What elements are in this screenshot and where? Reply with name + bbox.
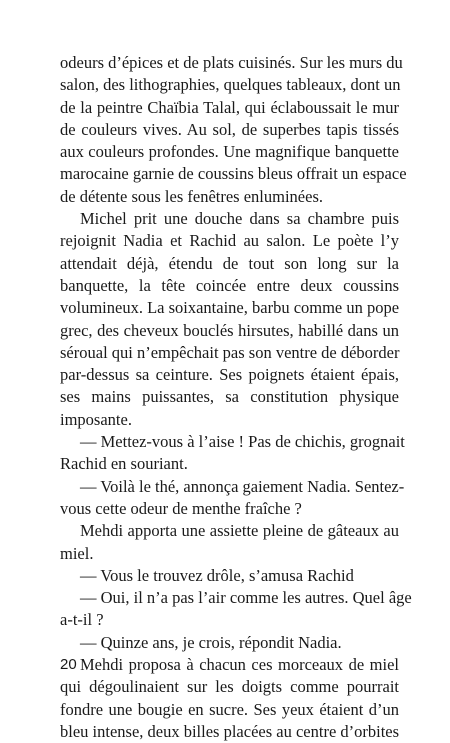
text-line: par-dessus sa ceinture. Ses poignets étaient épais,	[60, 365, 399, 385]
text-line: Rachid en souriant.	[60, 454, 188, 474]
text-line: a-t-il ?	[60, 610, 104, 630]
text-line: — Voilà le thé, annonça gaiement Nadia. Sentez-	[80, 476, 405, 496]
text-line: aux couleurs profondes. Une magnifique banquette	[60, 142, 399, 162]
text-line: fondre une bougie en sucre. Ses yeux étaient d’un	[60, 699, 399, 719]
body-text	[60, 52, 412, 743]
text-line: de la peintre Chaïbia Talal, qui éclaboussait le mur	[60, 97, 399, 117]
text-line: rejoignit Nadia et Rachid au salon. Le poète l’y	[60, 231, 399, 251]
text-line: de détente sous les fenêtres enluminées.	[60, 186, 323, 206]
text-line: séroual qui n’empêchait pas son ventre de déborder	[60, 342, 400, 362]
text-line: — Mettez-vous à l’aise ! Pas de chichis, grognait	[80, 432, 405, 452]
text-line: volumineux. La soixantaine, barbu comme un pope	[60, 298, 400, 318]
text-line: grec, des cheveux bouclés hirsutes, habillé dans un	[60, 320, 399, 340]
text-line: Mehdi apporta une assiette pleine de gâteaux au	[80, 521, 399, 541]
text-line: vous cette odeur de menthe fraîche ?	[60, 498, 302, 518]
text-line: marocaine garnie de coussins bleus offrait un espace	[60, 164, 407, 184]
text-line: de couleurs vives. Au sol, de superbes tapis tissés	[60, 119, 399, 139]
text-line: ses mains puissantes, sa constitution physique	[60, 387, 399, 407]
text-line: Mehdi proposa à chacun ces morceaux de miel	[80, 655, 399, 675]
text-line: miel.	[60, 543, 94, 563]
text-line: banquette, la tête coincée entre deux coussins	[60, 275, 399, 295]
text-line: Michel prit une douche dans sa chambre puis	[80, 209, 399, 229]
text-line: bleu intense, deux billes placées au centre d’orbites	[60, 721, 400, 741]
text-line: salon, des lithographies, quelques tableaux, dont un	[60, 75, 401, 95]
page-number: 20	[60, 656, 77, 673]
text-line: — Vous le trouvez drôle, s’amusa Rachid	[80, 565, 354, 585]
text-line: qui dégoulinaient sur les doigts comme pourrait	[60, 677, 399, 697]
text-line: — Oui, il n’a pas l’air comme les autres. Quel âge	[80, 588, 412, 608]
text-line: imposante.	[60, 409, 132, 429]
text-line: attendait déjà, étendu de tout son long sur la	[60, 253, 399, 273]
text-line: — Quinze ans, je crois, répondit Nadia.	[80, 632, 342, 652]
text-line: odeurs d’épices et de plats cuisinés. Sur les murs du	[60, 53, 403, 72]
